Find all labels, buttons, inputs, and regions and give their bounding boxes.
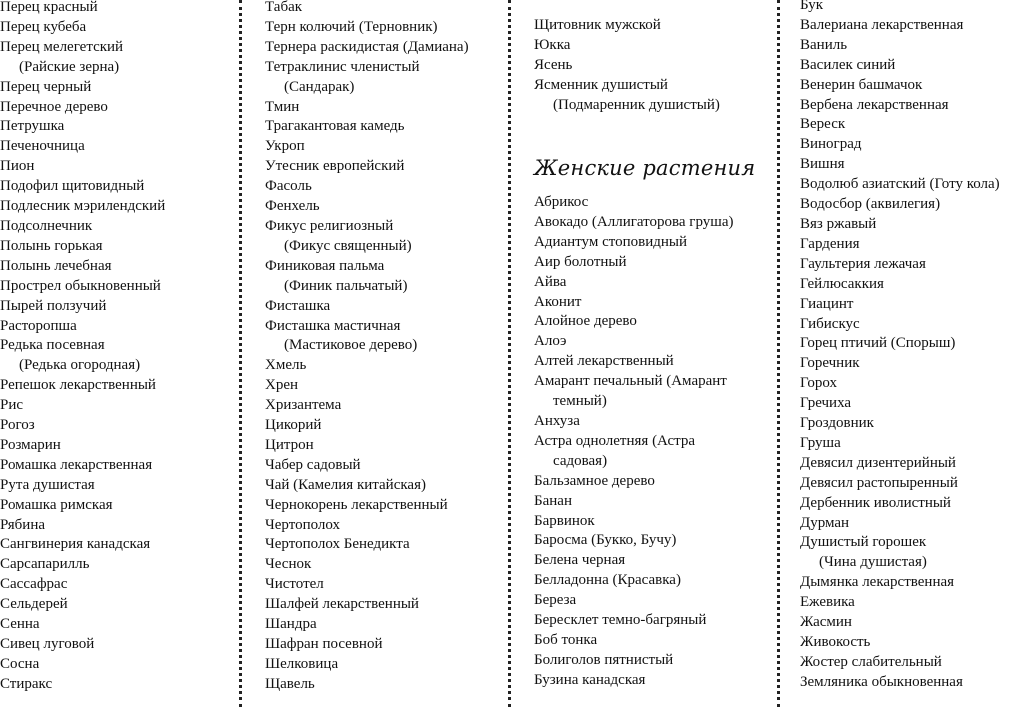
plant-list-item xyxy=(800,195,1000,215)
plant-name-continuation: (Мастиковое дерево) xyxy=(284,337,418,354)
plant-name: Бузина канадская xyxy=(534,671,646,688)
plant-list-item xyxy=(265,217,469,257)
plant-name: Горечник xyxy=(800,355,860,372)
plant-list-item xyxy=(534,551,733,571)
plant-list-item xyxy=(0,416,165,436)
plant-list-item xyxy=(265,18,469,38)
plant-list-item xyxy=(0,575,165,595)
plant-list-item xyxy=(265,297,469,317)
plant-name: Баросма (Букко, Бучу) xyxy=(534,532,677,549)
plant-list-item xyxy=(265,595,469,615)
plant-name: Вереск xyxy=(800,116,846,133)
plant-list-item xyxy=(800,255,1000,275)
plant-list-item xyxy=(0,476,165,496)
plant-name: Чертополох Бенедикта xyxy=(265,536,410,553)
plant-name-continuation: темный) xyxy=(553,393,607,410)
plant-list-column-1 xyxy=(0,0,165,695)
plant-name: Полынь горькая xyxy=(0,237,103,254)
plant-list-item xyxy=(534,631,733,651)
plant-list-item xyxy=(534,312,733,332)
plant-name: Амарант печальный (Амарант xyxy=(534,373,727,390)
plant-list-item xyxy=(0,277,165,297)
plant-name: Репешок лекарственный xyxy=(0,377,156,394)
plant-list-item xyxy=(534,293,733,313)
plant-name: Дербенник иволистный xyxy=(800,494,951,511)
plant-name: Подофил щитовидный xyxy=(0,178,145,195)
plant-list-item xyxy=(800,175,1000,195)
plant-name: Водолюб азиатский (Готу кола) xyxy=(800,176,1000,193)
plant-name: Анхуза xyxy=(534,412,580,429)
plant-list-item xyxy=(0,197,165,217)
plant-list-item xyxy=(0,615,165,635)
plant-name: Фасоль xyxy=(265,178,312,195)
plant-name: Ромашка лекарственная xyxy=(0,456,153,473)
plant-name: Юкка xyxy=(534,36,571,53)
plant-name: Ваниль xyxy=(800,36,848,53)
plant-name: Гейлюсаккия xyxy=(800,275,884,292)
plant-list-item xyxy=(800,474,1000,494)
plant-list-item xyxy=(800,16,1000,36)
plant-list-item xyxy=(800,653,1000,673)
plant-list-item xyxy=(534,56,720,76)
plant-list-item xyxy=(265,535,469,555)
plant-list-item xyxy=(534,512,733,532)
plant-list-item xyxy=(534,651,733,671)
plant-name: Боб тонка xyxy=(534,631,598,648)
plant-name: Вишня xyxy=(800,156,845,173)
plant-list-item xyxy=(0,137,165,157)
plant-name: Валериана лекарственная xyxy=(800,16,964,33)
plant-name: Душистый горошек xyxy=(800,534,927,551)
plant-name: Сассафрас xyxy=(0,576,68,593)
plant-name: Болиголов пятнистый xyxy=(534,651,674,668)
plant-list-item xyxy=(265,197,469,217)
plant-list-item xyxy=(0,237,165,257)
plant-list-item xyxy=(0,317,165,337)
plant-name: Земляника обыкновенная xyxy=(800,673,963,690)
plant-name: Рута душистая xyxy=(0,476,95,493)
plant-name: Табак xyxy=(265,0,303,15)
plant-list-item xyxy=(534,531,733,551)
plant-list-item xyxy=(800,36,1000,56)
plant-list-item xyxy=(800,115,1000,135)
plant-name: Алоэ xyxy=(534,333,567,350)
plant-name: Укроп xyxy=(265,138,305,155)
plant-list-item xyxy=(265,456,469,476)
plant-list-item xyxy=(800,494,1000,514)
plant-name: Пион xyxy=(0,158,35,175)
plant-name: Дурман xyxy=(800,514,850,531)
plant-list-item xyxy=(800,135,1000,155)
plant-list-item xyxy=(534,671,733,691)
plant-list-item xyxy=(265,177,469,197)
plant-name: Щитовник мужской xyxy=(534,17,661,33)
plant-name-continuation: садовая) xyxy=(553,452,608,469)
plant-name: Алтей лекарственный xyxy=(534,353,674,370)
plant-name: Береза xyxy=(534,592,577,609)
plant-list-item xyxy=(265,635,469,655)
plant-name: Белладонна (Красавка) xyxy=(534,572,681,589)
plant-name: Перец мелегетский xyxy=(0,38,124,55)
plant-list-item xyxy=(0,516,165,536)
plant-list-item xyxy=(0,376,165,396)
plant-list-item xyxy=(800,593,1000,613)
plant-name: Петрушка xyxy=(0,118,65,135)
plant-name: Фисташка мастичная xyxy=(265,317,401,334)
plant-name: Живокость xyxy=(800,634,871,650)
plant-list-item xyxy=(800,295,1000,315)
plant-list-item xyxy=(800,573,1000,593)
plant-list-item xyxy=(0,595,165,615)
plant-list-item xyxy=(0,436,165,456)
plant-list-item xyxy=(0,535,165,555)
plant-list-column-2 xyxy=(265,0,469,695)
plant-name: Перец черный xyxy=(0,78,92,95)
plant-name: Груша xyxy=(800,434,841,451)
plant-list-item xyxy=(0,257,165,277)
plant-name: Хмель xyxy=(265,357,307,374)
plant-name: Рябина xyxy=(0,516,46,533)
plant-name: Гардения xyxy=(800,235,860,252)
plant-list-item xyxy=(800,215,1000,235)
plant-list-column-3-bottom xyxy=(534,193,733,691)
plant-list-item xyxy=(534,591,733,611)
plant-list-item xyxy=(800,454,1000,474)
plant-name: Рис xyxy=(0,397,24,414)
plant-list-item xyxy=(265,137,469,157)
plant-name: Хрен xyxy=(265,377,299,394)
plant-list-item xyxy=(0,18,165,38)
plant-name: Ясень xyxy=(534,56,573,73)
plant-name: Чабер садовый xyxy=(265,456,361,473)
plant-name: Чеснок xyxy=(265,556,312,573)
plant-name: Гибискус xyxy=(800,315,860,332)
plant-list-item xyxy=(265,496,469,516)
plant-name: Чертополох xyxy=(265,516,341,533)
plant-name: Фикус религиозный xyxy=(265,217,394,234)
plant-list-item xyxy=(0,0,165,18)
plant-list-item xyxy=(800,514,1000,534)
plant-list-item xyxy=(534,193,733,213)
plant-name: Утесник европейский xyxy=(265,158,405,175)
section-heading-female-plants: Женские растения xyxy=(534,156,756,180)
plant-name: Печеночница xyxy=(0,138,85,155)
plant-name: Жасмин xyxy=(800,614,852,631)
plant-list-item xyxy=(0,157,165,177)
plant-list-item xyxy=(265,376,469,396)
plant-name-continuation: (Финик пальчатый) xyxy=(284,277,408,294)
plant-list-item xyxy=(265,356,469,376)
plant-list-column-3-top xyxy=(534,16,720,116)
plant-name: Алойное дерево xyxy=(534,313,637,330)
plant-list-item xyxy=(0,496,165,516)
plant-list-item xyxy=(0,78,165,98)
plant-list-item xyxy=(265,117,469,137)
plant-name: Белена черная xyxy=(534,552,626,569)
plant-name: Чистотел xyxy=(265,576,324,593)
plant-list-item xyxy=(265,416,469,436)
plant-name: Расторопша xyxy=(0,317,77,334)
plant-list-item xyxy=(534,233,733,253)
plant-list-item xyxy=(800,613,1000,633)
plant-name: Девясил дизентерийный xyxy=(800,454,956,471)
dotted-column-divider xyxy=(508,0,511,707)
plant-name: Щавель xyxy=(265,675,315,692)
plant-list-item xyxy=(265,0,469,18)
plant-name: Сенна xyxy=(0,616,40,633)
plant-name: Аконит xyxy=(534,293,582,310)
plant-list-item xyxy=(0,555,165,575)
plant-name-continuation: (Чина душистая) xyxy=(819,554,927,571)
plant-list-item xyxy=(800,96,1000,116)
plant-list-item xyxy=(534,16,720,36)
plant-name: Редька посевная xyxy=(0,337,105,354)
plant-list-item xyxy=(800,0,1000,16)
plant-list-item xyxy=(800,394,1000,414)
plant-list-item xyxy=(265,516,469,536)
plant-name-continuation: (Райские зерна) xyxy=(19,58,120,75)
plant-name: Перечное дерево xyxy=(0,98,108,115)
plant-name: Цикорий xyxy=(265,417,322,434)
plant-name: Гаультерия лежачая xyxy=(800,255,926,272)
plant-list-column-4 xyxy=(800,0,1000,693)
plant-name: Хризантема xyxy=(265,397,342,414)
plant-list-item xyxy=(800,374,1000,394)
plant-name: Барвинок xyxy=(534,512,595,529)
plant-list-item xyxy=(265,436,469,456)
plant-list-item xyxy=(0,98,165,118)
plant-list-item xyxy=(800,76,1000,96)
plant-name: Розмарин xyxy=(0,436,61,453)
plant-name: Виноград xyxy=(800,136,862,153)
plant-list-item xyxy=(265,615,469,635)
dotted-column-divider xyxy=(239,0,242,707)
plant-name-continuation: (Редька огородная) xyxy=(19,357,141,374)
plant-name: Абрикос xyxy=(534,194,589,210)
plant-list-item xyxy=(0,117,165,137)
plant-list-item xyxy=(800,434,1000,454)
plant-list-item xyxy=(534,412,733,432)
plant-list-item xyxy=(534,372,733,412)
plant-list-item xyxy=(0,177,165,197)
plant-list-item xyxy=(534,472,733,492)
plant-name: Вербена лекарственная xyxy=(800,96,949,113)
plant-list-item xyxy=(800,275,1000,295)
plant-name: Аир болотный xyxy=(534,253,627,270)
plant-name: Адиантум стоповидный xyxy=(534,233,687,250)
plant-list-item xyxy=(534,571,733,591)
plant-list-item xyxy=(800,673,1000,693)
plant-list-item xyxy=(534,432,733,472)
plant-list-item xyxy=(800,56,1000,76)
plant-list-item xyxy=(0,655,165,675)
plant-list-item xyxy=(0,297,165,317)
plant-list-item xyxy=(265,38,469,58)
plant-name: Жостер слабительный xyxy=(800,653,942,670)
plant-name: Трагакантовая камедь xyxy=(265,118,405,135)
plant-list-item xyxy=(265,317,469,357)
plant-name: Вяз ржавый xyxy=(800,215,877,232)
plant-list-item xyxy=(534,492,733,512)
plant-name: Шелковица xyxy=(265,655,339,672)
plant-name: Тетраклинис членистый xyxy=(265,58,420,75)
plant-name: Айва xyxy=(534,273,567,290)
plant-list-item xyxy=(265,98,469,118)
plant-name: Гречиха xyxy=(800,395,852,412)
plant-name: Полынь лечебная xyxy=(0,257,112,274)
plant-name: Шафран посевной xyxy=(265,636,383,652)
plant-name: Ясменник душистый xyxy=(534,76,668,93)
plant-name: Чернокорень лекарственный xyxy=(265,496,448,513)
plant-list-item xyxy=(800,334,1000,354)
plant-list-item xyxy=(534,332,733,352)
plant-name: Девясил растопыренный xyxy=(800,474,958,491)
plant-list-item xyxy=(265,675,469,695)
plant-name: Пырей ползучий xyxy=(0,297,107,314)
plant-name: Водосбор (аквилегия) xyxy=(800,196,941,213)
plant-list-item xyxy=(0,456,165,476)
plant-name: Сосна xyxy=(0,655,40,672)
plant-list-item xyxy=(800,633,1000,653)
plant-list-item xyxy=(534,611,733,631)
plant-list-item xyxy=(534,213,733,233)
plant-list-item xyxy=(534,352,733,372)
plant-list-item xyxy=(265,655,469,675)
plant-name: Фисташка xyxy=(265,297,331,314)
plant-name: Перец кубеба xyxy=(0,18,87,35)
plant-list-item xyxy=(534,253,733,273)
plant-list-item xyxy=(0,675,165,695)
plant-name: Подлесник мэрилендский xyxy=(0,198,166,215)
plant-list-item xyxy=(0,217,165,237)
plant-name: Гиацинт xyxy=(800,295,854,312)
plant-list-item xyxy=(800,354,1000,374)
plant-list-item xyxy=(265,396,469,416)
plant-name: Шалфей лекарственный xyxy=(265,596,419,613)
plant-list-item xyxy=(265,257,469,297)
plant-name-continuation: (Подмаренник душистый) xyxy=(553,96,720,113)
plant-list-item xyxy=(0,336,165,376)
plant-list-item xyxy=(265,575,469,595)
plant-list-item xyxy=(265,58,469,98)
plant-name: Подсолнечник xyxy=(0,217,93,234)
plant-name: Венерин башмачок xyxy=(800,76,923,93)
plant-name: Бальзамное дерево xyxy=(534,472,655,489)
plant-list-item xyxy=(265,476,469,496)
plant-list-item xyxy=(0,38,165,78)
plant-name: Горец птичий (Спорыш) xyxy=(800,335,956,352)
plant-name: Ежевика xyxy=(800,594,855,611)
plant-name: Ромашка римская xyxy=(0,496,113,513)
plant-name: Терн колючий (Терновник) xyxy=(265,18,438,35)
plant-name: Астра однолетняя (Астра xyxy=(534,432,696,449)
plant-name: Банан xyxy=(534,492,572,509)
plant-name: Финиковая пальма xyxy=(265,257,385,274)
plant-name: Прострел обыкновенный xyxy=(0,277,161,294)
plant-name: Бук xyxy=(800,0,824,13)
plant-name-continuation: (Сандарак) xyxy=(284,78,355,95)
plant-name: Тмин xyxy=(265,98,300,115)
plant-name: Гроздовник xyxy=(800,415,874,432)
plant-list-item xyxy=(800,315,1000,335)
plant-name: Василек синий xyxy=(800,56,896,73)
plant-list-item xyxy=(265,157,469,177)
plant-name: Горох xyxy=(800,375,837,392)
plant-name: Дымянка лекарственная xyxy=(800,574,955,591)
plant-name: Сельдерей xyxy=(0,596,68,613)
plant-list-item xyxy=(0,396,165,416)
dotted-column-divider xyxy=(777,0,780,707)
plant-name: Сарсапарилль xyxy=(0,556,90,573)
plant-list-item xyxy=(534,36,720,56)
plant-name: Цитрон xyxy=(265,436,314,453)
plant-list-item xyxy=(534,76,720,116)
plant-name: Стиракс xyxy=(0,675,53,692)
plant-list-item xyxy=(534,273,733,293)
plant-list-item xyxy=(800,155,1000,175)
plant-list-item xyxy=(800,533,1000,573)
plant-name: Тернера раскидистая (Дамиана) xyxy=(265,38,469,55)
plant-list-item xyxy=(800,235,1000,255)
plant-list-item xyxy=(265,555,469,575)
plant-name: Фенхель xyxy=(265,198,320,215)
plant-name: Бересклет темно-багряный xyxy=(534,612,707,629)
plant-list-item xyxy=(800,414,1000,434)
plant-name: Сангвинерия канадская xyxy=(0,536,151,553)
plant-name: Шандра xyxy=(265,616,317,633)
plant-name: Рогоз xyxy=(0,417,35,434)
plant-name: Сивец луговой xyxy=(0,636,95,652)
plant-name: Перец красный xyxy=(0,0,98,15)
plant-name: Авокадо (Аллигаторова груша) xyxy=(534,213,734,230)
plant-name-continuation: (Фикус священный) xyxy=(284,237,412,254)
plant-name: Чай (Камелия китайская) xyxy=(265,476,426,493)
plant-list-item xyxy=(0,635,165,655)
